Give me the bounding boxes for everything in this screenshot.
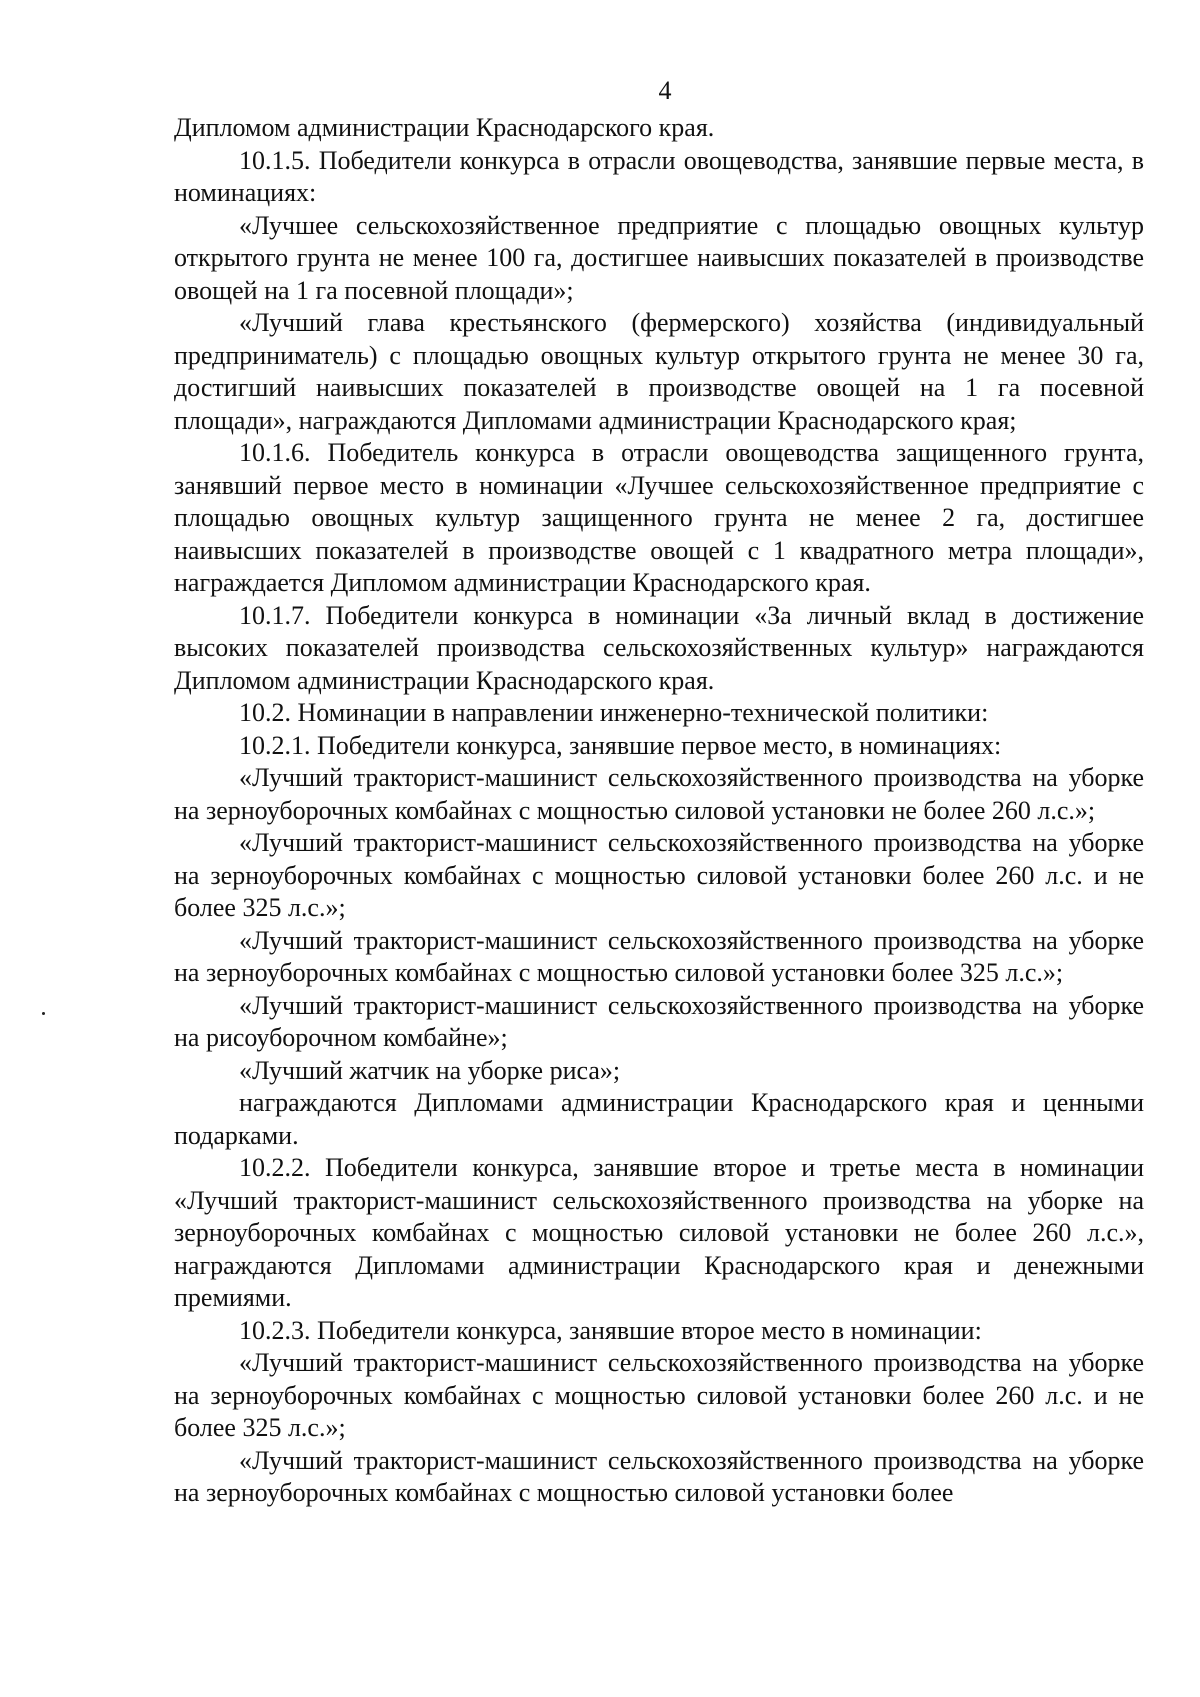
paragraph: «Лучший тракторист-машинист сельскохозяйственного производства на уборке на зерноуборочных комбайнах с мощностью силовой установки более: [174, 1445, 1144, 1507]
paragraph: «Лучший тракторист-машинист сельскохозяйственного производства на уборке на рисоуборочном комбайне»;: [174, 990, 1144, 1052]
paragraph: 10.2. Номинации в направлении инженерно-технической политики:: [239, 698, 989, 727]
paragraph: «Лучший глава крестьянского (фермерского) хозяйства (индивидуальный предприниматель) с площадью овощных культур открытого грунта не менее 30 га, достигший наивысших показателей в производстве овощей на 1 га посевной площади», награждаются Дипломами администрации Краснодарского края;: [174, 308, 1144, 435]
document-body: [174, 112, 1144, 1510]
stray-mark: [42, 1012, 45, 1015]
page-number: 4: [658, 76, 672, 105]
paragraph: «Лучший тракторист-машинист сельскохозяйственного производства на уборке на зерноуборочных комбайнах с мощностью силовой установки не более 260 л.с.»;: [174, 763, 1144, 825]
paragraph: «Лучший тракторист-машинист сельскохозяйственного производства на уборке на зерноуборочных комбайнах с мощностью силовой установки более 260 л.с. и не более 325 л.с.»;: [174, 828, 1144, 922]
paragraph: 10.2.1. Победители конкурса, занявшие первое место, в номинациях:: [239, 730, 1002, 760]
paragraph: 10.2.2. Победители конкурса, занявшие второе и третье места в номинации «Лучший тракторист-машинист сельскохозяйственного производства на уборке на зерноуборочных комбайнах с мощностью силовой установки не более 260 л.с.», награждаются Дипломами администрации Краснодарского края и денежными премиями.: [174, 1153, 1144, 1312]
paragraph: «Лучший тракторист-машинист сельскохозяйственного производства на уборке на зерноуборочных комбайнах с мощностью силовой установки более 325 л.с.»;: [174, 925, 1144, 987]
paragraph: «Лучший тракторист-машинист сельскохозяйственного производства на уборке на зерноуборочных комбайнах с мощностью силовой установки более 260 л.с. и не более 325 л.с.»;: [174, 1348, 1144, 1442]
paragraph: «Лучшее сельскохозяйственное предприятие с площадью овощных культур открытого грунта не менее 100 га, достигшее наивысших показателей в производстве овощей на 1 га посевной площади»;: [174, 210, 1144, 305]
paragraph: «Лучший жатчик на уборке риса»;: [239, 1055, 621, 1085]
paragraph: 10.1.7. Победители конкурса в номинации «За личный вклад в достижение высоких показателей производства сельскохозяйственных культур» награждаются Дипломом администрации Краснодарского края.: [174, 600, 1144, 695]
paragraph: Дипломом администрации Краснодарского края.: [174, 113, 715, 142]
paragraph: 10.1.5. Победители конкурса в отрасли овощеводства, занявшие первые места, в номинациях:: [174, 145, 1144, 207]
paragraph: 10.2.3. Победители конкурса, занявшие второе место в номинации:: [239, 1315, 982, 1345]
paragraph: 10.1.6. Победитель конкурса в отрасли овощеводства защищенного грунта, занявший первое место в номинации «Лучшее сельскохозяйственное предприятие с площадью овощных культур защищенного грунта не менее 2 га, достигшее наивысших показателей в производстве овощей с 1 квадратного метра площади», награждается Дипломом администрации Краснодарского края.: [174, 438, 1144, 597]
paragraph: награждаются Дипломами администрации Краснодарского края и ценными подарками.: [174, 1088, 1144, 1150]
